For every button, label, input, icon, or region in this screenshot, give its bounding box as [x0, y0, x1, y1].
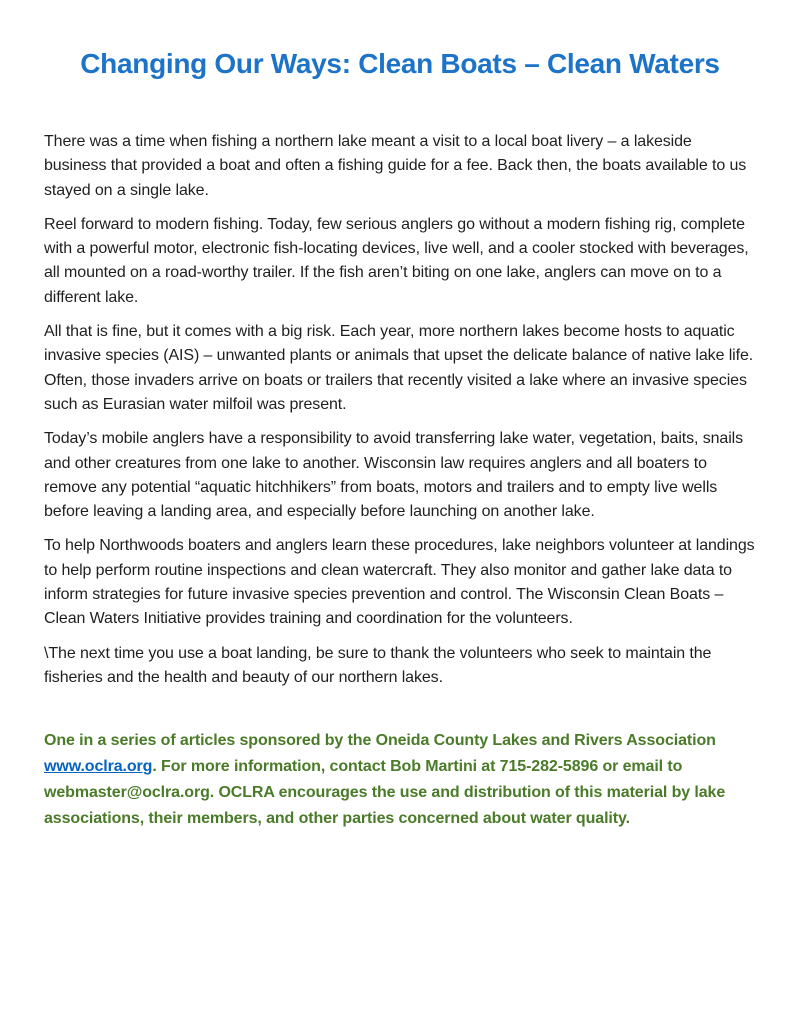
footer-note	[44, 728, 756, 832]
paragraph-volunteers: To help Northwoods boaters and anglers learn these procedures, lake neighbors volunteer at landings to help perform routine inspections and clean watercraft. They also monitor and gather lake data to inform strategies for future invasive species prevention and control. The Wisconsin Clean Boats – Clean Waters Initiative provides training and coordination for the volunteers.	[44, 537, 755, 628]
paragraph-angler-responsibility: Today’s mobile anglers have a responsibility to avoid transferring lake water, vegetation, baits, snails and other creatures from one lake to another. Wisconsin law requires anglers and all boaters to remove any potential “aquatic hitchhikers” from boats, motors and trailers and to empty live wells before leaving a landing area, and especially before launching on another lake.	[44, 430, 744, 521]
footer-text-after-link: . For more information, contact Bob Martini at 715-282-5896 or email to webmaster@oclra.org. OCLRA encourages the use and distribution of this material by lake associations, their members, and other parties concerned about water quality.	[44, 758, 726, 828]
paragraph-boat-livery: There was a time when fishing a northern lake meant a visit to a local boat livery – a lakeside business that provided a boat and often a fishing guide for a fee. Back then, the boats available to us stayed on a single lake.	[44, 133, 747, 199]
footer-text-before-link: One in a series of articles sponsored by the Oneida County Lakes and Rivers Association	[44, 732, 716, 750]
paragraph-invasive-species-risk: All that is fine, but it comes with a big risk. Each year, more northern lakes become hosts to aquatic invasive species (AIS) – unwanted plants or animals that upset the delicate balance of native lake life. Often, those invaders arrive on boats or trailers that recently visited a lake where an invasive species such as Eurasian water milfoil was present.	[44, 323, 754, 413]
page-title: Changing Our Ways: Clean Boats – Clean Waters	[80, 48, 720, 79]
paragraph-modern-fishing: Reel forward to modern fishing. Today, few serious anglers go without a modern fishing rig, complete with a powerful motor, electronic fish-locating devices, live well, and a cooler stocked with beverages, all mounted on a road-worthy trailer. If the fish aren’t biting on one lake, anglers can move on to a different lake.	[44, 215, 749, 306]
paragraph-thank-volunteers: \The next time you use a boat landing, be sure to thank the volunteers who seek to maintain the fisheries and the health and beauty of our northern lakes.	[44, 644, 712, 686]
oclra-website-link[interactable]: www.oclra.org	[44, 758, 153, 776]
